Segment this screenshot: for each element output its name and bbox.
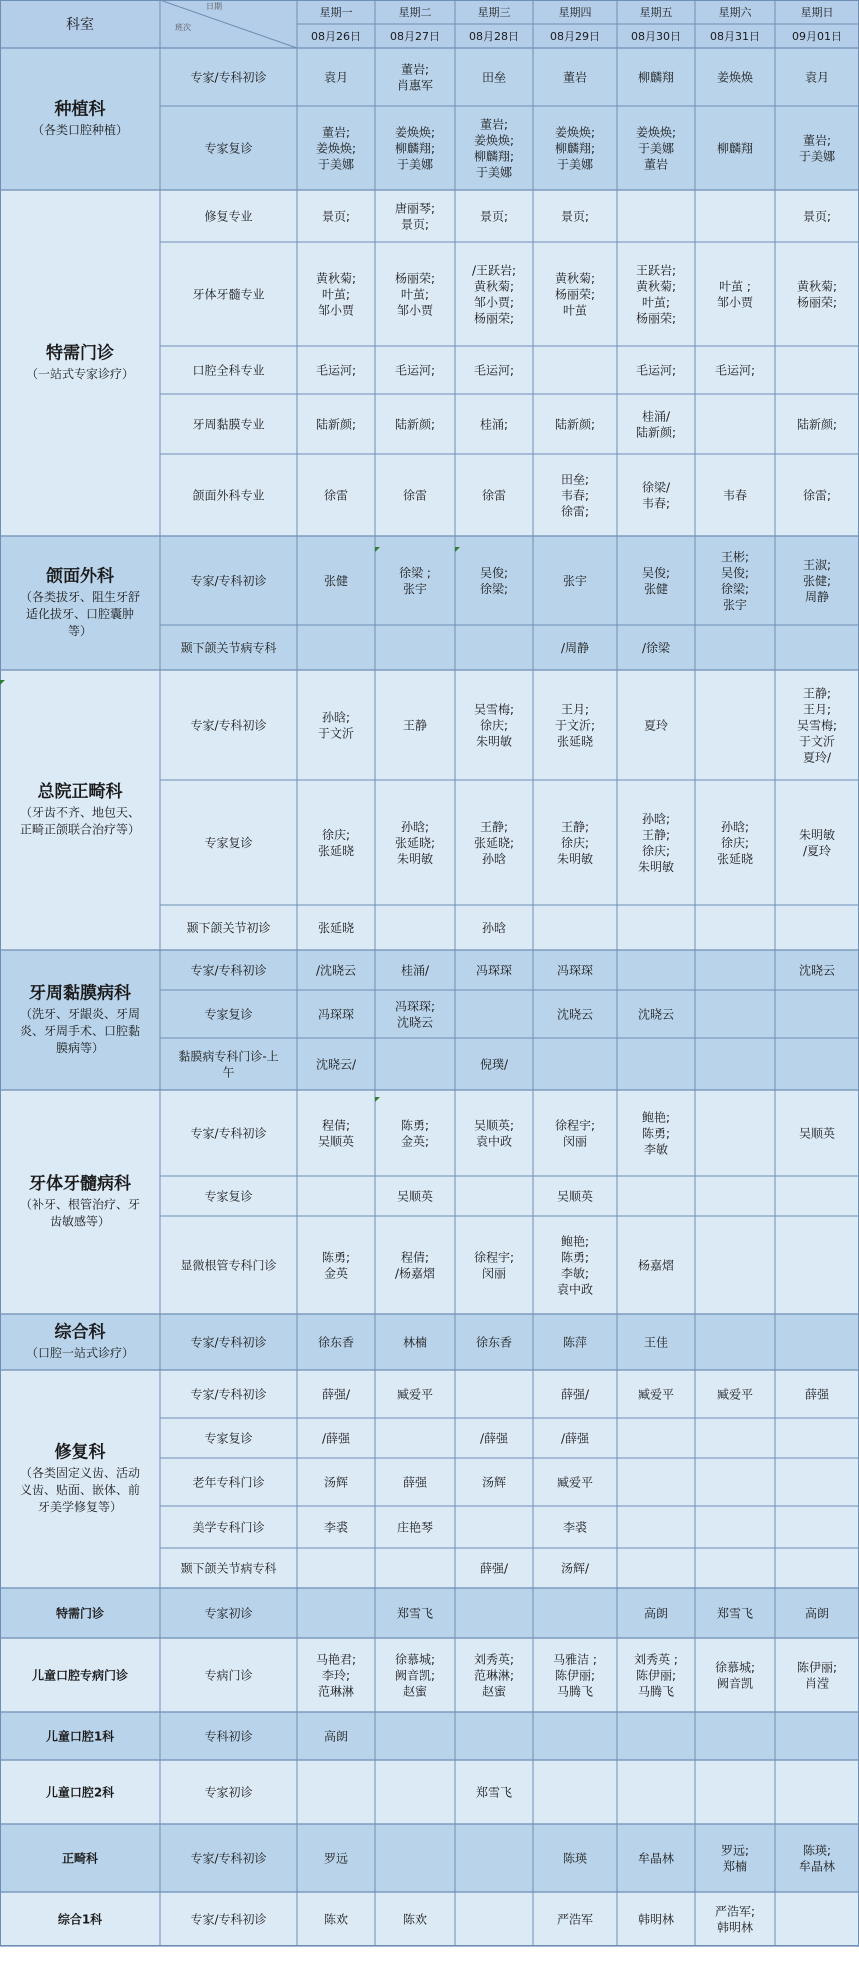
doctor-cell: 徐雷	[481, 488, 507, 503]
doctor-cell: 臧爱平	[396, 1387, 434, 1402]
doctor-cell: /徐梁	[641, 640, 671, 655]
doctor-cell: 徐慕城;阙音凯;赵蜜	[394, 1652, 436, 1699]
doctor-cell: 李裘	[323, 1520, 349, 1535]
doctor-cell: 王跃岩;黄秋菊;叶茧;杨丽荣;	[635, 263, 677, 326]
doctor-cell: 刘秀英;范琳淋;赵蜜	[473, 1652, 515, 1699]
doctor-cell: 王静;张延晓;孙晗	[473, 819, 515, 866]
dept-name: 总院正畸科	[37, 782, 123, 803]
doctor-cell: 黄秋菊;叶茧;邹小贾	[315, 271, 357, 318]
doctor-cell: 臧爱平	[716, 1387, 754, 1402]
doctor-cell: 张延晓	[317, 920, 355, 935]
doctor-cell: 杨丽荣;叶茧;邹小贾	[394, 271, 436, 318]
dept-name: 综合1科	[57, 1912, 103, 1927]
doctor-cell: 陈萍	[562, 1335, 588, 1350]
doctor-cell: 张宇	[562, 573, 588, 588]
day-weekday: 星期二	[398, 6, 432, 19]
doctor-cell: 夏玲	[643, 718, 669, 733]
dept-description: （口腔一站式诊疗）	[25, 1345, 135, 1360]
doctor-cell: 严浩军	[556, 1912, 594, 1927]
doctor-cell: 陈瑛;牟晶林	[798, 1843, 836, 1874]
table-row	[160, 394, 859, 454]
doctor-cell: 薛强/	[560, 1387, 590, 1402]
header-corner-shift-label: 班次	[175, 23, 191, 32]
doctor-cell: 孙晗	[481, 920, 507, 935]
doctor-cell: 高朗	[323, 1729, 349, 1744]
doctor-cell: 汤辉	[323, 1475, 349, 1490]
doctor-cell: 沈晓云/	[315, 1057, 357, 1072]
shift-label: 颌面外科专业	[192, 488, 265, 503]
table-row	[160, 990, 859, 1038]
doctor-cell: /薛强	[321, 1431, 351, 1446]
shift-label: 专家/专科初诊	[190, 963, 267, 978]
doctor-cell: 刘秀英 ;陈伊丽;马腾飞	[634, 1652, 678, 1699]
dept-description: 等）	[67, 623, 93, 638]
doctor-cell: 徐程宇;闵丽	[473, 1250, 515, 1281]
doctor-cell: 田垒;韦春;徐雷;	[560, 472, 590, 519]
dept-name: 儿童口腔2科	[45, 1785, 115, 1800]
doctor-cell: 袁月	[323, 70, 349, 85]
doctor-cell: 吴顺英	[556, 1189, 594, 1204]
doctor-cell: 陆新颜;	[315, 417, 357, 432]
doctor-cell: 陈勇;金英;	[400, 1118, 430, 1149]
doctor-cell: 冯琛琛;沈晓云	[394, 999, 436, 1030]
doctor-cell: 沈晓云	[798, 963, 836, 978]
dept-name: 修复科	[54, 1442, 106, 1463]
doctor-cell: 汤辉/	[560, 1561, 590, 1576]
dept-description: 适化拔牙、口腔囊肿	[25, 606, 135, 621]
table-body	[0, 48, 859, 1946]
shift-label: 专家/专科初诊	[190, 718, 267, 733]
doctor-cell: 王静	[402, 718, 428, 733]
doctor-cell: 朱明敏/夏玲	[798, 827, 836, 858]
doctor-cell: 吴雪梅;徐庆;朱明敏	[473, 702, 515, 749]
doctor-cell: 罗远	[323, 1851, 349, 1866]
dept-name: 颌面外科	[46, 566, 114, 587]
table-row	[160, 242, 859, 346]
doctor-cell: 徐程宇;闵丽	[554, 1118, 596, 1149]
doctor-cell: 黄秋菊;杨丽荣;	[796, 279, 838, 310]
day-weekday: 星期五	[639, 6, 673, 19]
doctor-cell: 马雅洁 ;陈伊丽;马腾飞	[553, 1652, 597, 1699]
shift-label: 专病门诊	[204, 1668, 253, 1683]
doctor-cell: 陈勇;金英	[321, 1250, 351, 1281]
dept-name: 儿童口腔专病门诊	[31, 1668, 129, 1683]
doctor-cell: 杨嘉熠	[637, 1258, 675, 1273]
doctor-cell: 王彬;吴俊;徐梁;张宇	[720, 549, 750, 612]
doctor-cell: /周静	[560, 640, 590, 655]
dept-description: （牙齿不齐、地包天、	[19, 805, 141, 820]
doctor-cell: 高朗	[804, 1606, 830, 1621]
doctor-cell: 陆新颜;	[554, 417, 596, 432]
shift-label: 专家复诊	[204, 141, 253, 156]
doctor-cell: 董岩;姜焕焕;柳麟翔;于美娜	[473, 117, 515, 180]
shift-label: 专家/专科初诊	[190, 1126, 267, 1141]
shift-label: 牙体牙髓专业	[192, 287, 265, 302]
day-date: 09月01日	[792, 30, 842, 43]
dept-description: （洗牙、牙龈炎、牙周	[19, 1006, 141, 1021]
table-row	[160, 1038, 859, 1090]
day-date: 08月29日	[550, 30, 600, 43]
doctor-cell: 柳麟翔	[716, 141, 754, 156]
doctor-cell: 薛强	[804, 1387, 830, 1402]
shift-label: 黏膜病专科门诊-上午	[178, 1049, 279, 1080]
doctor-cell: 严浩军;韩明林	[714, 1904, 756, 1935]
doctor-cell: 倪璞/	[479, 1057, 509, 1072]
table-row	[160, 1176, 859, 1216]
doctor-cell: 冯琛琛	[556, 963, 594, 978]
dept-name: 综合科	[54, 1322, 106, 1343]
doctor-cell: 郑雪飞	[475, 1785, 513, 1800]
doctor-cell: 姜焕焕;于美娜董岩	[635, 125, 677, 172]
shift-label: 专家初诊	[204, 1606, 253, 1621]
doctor-cell: 景页;	[802, 209, 832, 224]
dept-description: 齿敏感等）	[49, 1214, 111, 1229]
doctor-cell: 林楠	[402, 1335, 428, 1350]
doctor-cell: 桂涌;	[479, 417, 509, 432]
doctor-cell: 桂涌/	[400, 963, 430, 978]
doctor-cell: 徐慕城;阙音凯	[714, 1660, 756, 1691]
doctor-cell: 王静;徐庆;朱明敏	[556, 819, 594, 866]
doctor-cell: 姜焕焕	[716, 70, 754, 85]
shift-label: 专家/专科初诊	[190, 1912, 267, 1927]
shift-label: 牙周黏膜专业	[192, 417, 265, 432]
dept-name: 牙体牙髓病科	[29, 1174, 131, 1195]
doctor-cell: 薛强	[402, 1475, 428, 1490]
dept-name: 种植科	[54, 99, 106, 120]
doctor-cell: 毛运河;	[315, 363, 357, 378]
doctor-cell: 薛强/	[479, 1561, 509, 1576]
doctor-cell: 高朗	[643, 1606, 669, 1621]
doctor-cell: 李裘	[562, 1520, 588, 1535]
dept-name: 牙周黏膜病科	[29, 983, 131, 1004]
doctor-cell: 沈晓云	[637, 1007, 675, 1022]
shift-label: 美学专科门诊	[192, 1520, 265, 1535]
doctor-cell: 吴顺英	[396, 1189, 434, 1204]
doctor-cell: 毛运河;	[714, 363, 756, 378]
doctor-cell: 毛运河;	[635, 363, 677, 378]
doctor-cell: 臧爱平	[637, 1387, 675, 1402]
shift-label: 专家初诊	[204, 1785, 253, 1800]
shift-label: 颞下颌关节病专科	[180, 1561, 277, 1576]
doctor-cell: 黄秋菊;杨丽荣;叶茧	[554, 271, 596, 318]
doctor-cell: 王月;于文沂;张延晓	[554, 702, 596, 749]
shift-label: 老年专科门诊	[192, 1475, 265, 1490]
shift-label: 专家/专科初诊	[190, 1851, 267, 1866]
doctor-cell: 吴顺英;袁中政	[473, 1118, 515, 1149]
shift-label: 专家复诊	[204, 1431, 253, 1446]
doctor-cell: 孙晗;张延晓;朱明敏	[394, 819, 436, 866]
doctor-cell: 沈晓云	[556, 1007, 594, 1022]
shift-label: 专家复诊	[204, 835, 253, 850]
doctor-cell: 徐雷	[402, 488, 428, 503]
doctor-cell: 汤辉	[481, 1475, 507, 1490]
day-date: 08月27日	[390, 30, 440, 43]
doctor-cell: 陈欢	[323, 1912, 349, 1927]
table-row	[160, 1588, 859, 1638]
day-date: 08月31日	[710, 30, 760, 43]
shift-label: 专家复诊	[204, 1189, 253, 1204]
doctor-cell: 徐梁/韦春;	[641, 480, 671, 511]
dept-name: 儿童口腔1科	[45, 1729, 115, 1744]
table-row	[160, 1458, 859, 1506]
doctor-cell: 孙晗;徐庆;张延晓	[716, 819, 754, 866]
doctor-cell: 唐丽琴;景页;	[394, 201, 436, 232]
doctor-cell: 孙晗;于文沂	[317, 710, 355, 741]
doctor-cell: 郑雪飞	[716, 1606, 754, 1621]
shift-label: 专科初诊	[204, 1729, 253, 1744]
doctor-cell: 徐梁 ;张宇	[399, 565, 431, 596]
day-date: 08月26日	[311, 30, 361, 43]
doctor-cell: 桂涌/陆新颜;	[635, 409, 677, 440]
day-weekday: 星期一	[319, 6, 353, 19]
dept-description: 膜病等）	[55, 1040, 105, 1055]
header-dept-label: 科室	[66, 17, 94, 33]
dept-name: 正畸科	[61, 1851, 99, 1866]
shift-label: 修复专业	[204, 209, 253, 224]
dept-description: （各类固定义齿、活动	[19, 1465, 141, 1480]
doctor-cell: 庄艳琴	[396, 1520, 434, 1535]
dept-description: 炎、牙周手术、口腔黏	[19, 1023, 141, 1038]
dept-description: （各类口腔种植）	[31, 122, 129, 137]
doctor-cell: 鲍艳;陈勇;李敏;袁中政	[556, 1234, 594, 1297]
table-row	[160, 1506, 859, 1548]
doctor-cell: 陈欢	[402, 1912, 428, 1927]
dept-name: 特需门诊	[55, 1606, 105, 1621]
doctor-cell: 程倩; /杨嘉熠	[394, 1250, 436, 1281]
doctor-cell: 薛强/	[321, 1387, 351, 1402]
shift-label: 专家/专科初诊	[190, 573, 267, 588]
doctor-cell: /沈晓云	[315, 963, 357, 978]
doctor-cell: 柳麟翔	[637, 70, 675, 85]
doctor-cell: 郑雪飞	[396, 1606, 434, 1621]
doctor-cell: 吴俊;徐梁;	[479, 565, 509, 596]
doctor-cell: 董岩;肖惠军	[396, 62, 434, 93]
shift-label: 颞下颌关节病专科	[180, 640, 277, 655]
doctor-cell: 王淑;张健;周静	[802, 557, 832, 604]
doctor-cell: 冯琛琛	[317, 1007, 355, 1022]
doctor-cell: 马艳君;李玲;范琳淋	[315, 1652, 357, 1699]
doctor-cell: /薛强	[560, 1431, 590, 1446]
doctor-cell: 叶茧 ;邹小贾	[716, 279, 754, 310]
shift-label: 专家/专科初诊	[190, 70, 267, 85]
doctor-cell: 陆新颜;	[796, 417, 838, 432]
doctor-cell: 徐东香	[475, 1335, 513, 1350]
doctor-cell: 臧爱平	[556, 1475, 594, 1490]
doctor-cell: 毛运河;	[394, 363, 436, 378]
table-row	[160, 454, 859, 536]
doctor-cell: 姜焕焕;柳麟翔;于美娜	[394, 125, 436, 172]
doctor-cell: 张健	[323, 573, 349, 588]
shift-label: 颞下颌关节初诊	[186, 920, 271, 935]
doctor-cell: 董岩;于美娜	[798, 133, 836, 164]
shift-label: 专家/专科初诊	[190, 1335, 267, 1350]
doctor-cell: 景页;	[560, 209, 590, 224]
day-date: 08月30日	[631, 30, 681, 43]
table-header	[0, 0, 297, 48]
dept-description: 牙美学修复等）	[37, 1499, 123, 1514]
shift-label: 显微根管专科门诊	[180, 1258, 277, 1273]
doctor-cell: 冯琛琛	[475, 963, 513, 978]
table-row	[160, 1418, 859, 1458]
dept-description: 义齿、贴面、嵌体、前	[19, 1482, 141, 1497]
doctor-cell: /王跃岩;黄秋菊;邹小贾;杨丽荣;	[471, 263, 517, 326]
doctor-cell: 韦春	[722, 488, 748, 503]
dept-name: 特需门诊	[46, 343, 114, 364]
doctor-cell: 韩明林	[637, 1912, 675, 1927]
doctor-cell: 景页;	[321, 209, 351, 224]
doctor-cell: /薛强	[479, 1431, 509, 1446]
table-row	[160, 1712, 859, 1760]
doctor-cell: 董岩	[562, 70, 588, 85]
dept-description: 正畸正颌联合治疗等）	[19, 822, 141, 837]
day-date: 08月28日	[469, 30, 519, 43]
day-weekday: 星期六	[718, 6, 752, 19]
doctor-cell: 徐庆;张延晓	[317, 827, 355, 858]
shift-label: 口腔全科专业	[192, 363, 265, 378]
doctor-cell: 吴顺英	[798, 1126, 836, 1141]
table-row	[160, 190, 859, 242]
doctor-cell: 董岩;姜焕焕;于美娜	[315, 125, 357, 172]
dept-description: （各类拔牙、阻生牙舒	[19, 589, 141, 604]
header-corner-date-label: 日期	[206, 2, 222, 11]
shift-label: 专家/专科初诊	[190, 1387, 267, 1402]
doctor-cell: 吴俊;张健	[641, 565, 671, 596]
doctor-cell: 陈瑛	[562, 1851, 588, 1866]
doctor-cell: 徐雷	[323, 488, 349, 503]
doctor-cell: 徐雷;	[802, 488, 832, 503]
dept-description: （一站式专家诊疗）	[25, 366, 135, 381]
doctor-cell: 陈伊丽;肖滢	[796, 1660, 838, 1691]
doctor-cell: 程倩;吴顺英	[317, 1118, 355, 1149]
dept-description: （补牙、根管治疗、牙	[19, 1197, 141, 1212]
doctor-cell: 王静;王月;吴雪梅;于文沂夏玲/	[796, 686, 838, 765]
doctor-cell: 鲍艳;陈勇;李敏	[641, 1110, 671, 1157]
doctor-cell: 景页;	[479, 209, 509, 224]
shift-label: 专家复诊	[204, 1007, 253, 1022]
doctor-cell: 罗远;郑楠	[720, 1843, 750, 1874]
doctor-cell: 孙晗;王静;徐庆;朱明敏	[637, 811, 675, 874]
doctor-cell: 田垒	[481, 70, 507, 85]
doctor-cell: 袁月	[804, 70, 830, 85]
doctor-cell: 王佳	[643, 1335, 669, 1350]
day-weekday: 星期四	[558, 6, 592, 19]
day-weekday: 星期三	[477, 6, 511, 19]
doctor-cell: 毛运河;	[473, 363, 515, 378]
doctor-cell: 徐东香	[317, 1335, 355, 1350]
doctor-cell: 陆新颜;	[394, 417, 436, 432]
day-weekday: 星期日	[800, 6, 834, 19]
doctor-cell: 牟晶林	[637, 1851, 675, 1866]
doctor-cell: 姜焕焕;柳麟翔;于美娜	[554, 125, 596, 172]
